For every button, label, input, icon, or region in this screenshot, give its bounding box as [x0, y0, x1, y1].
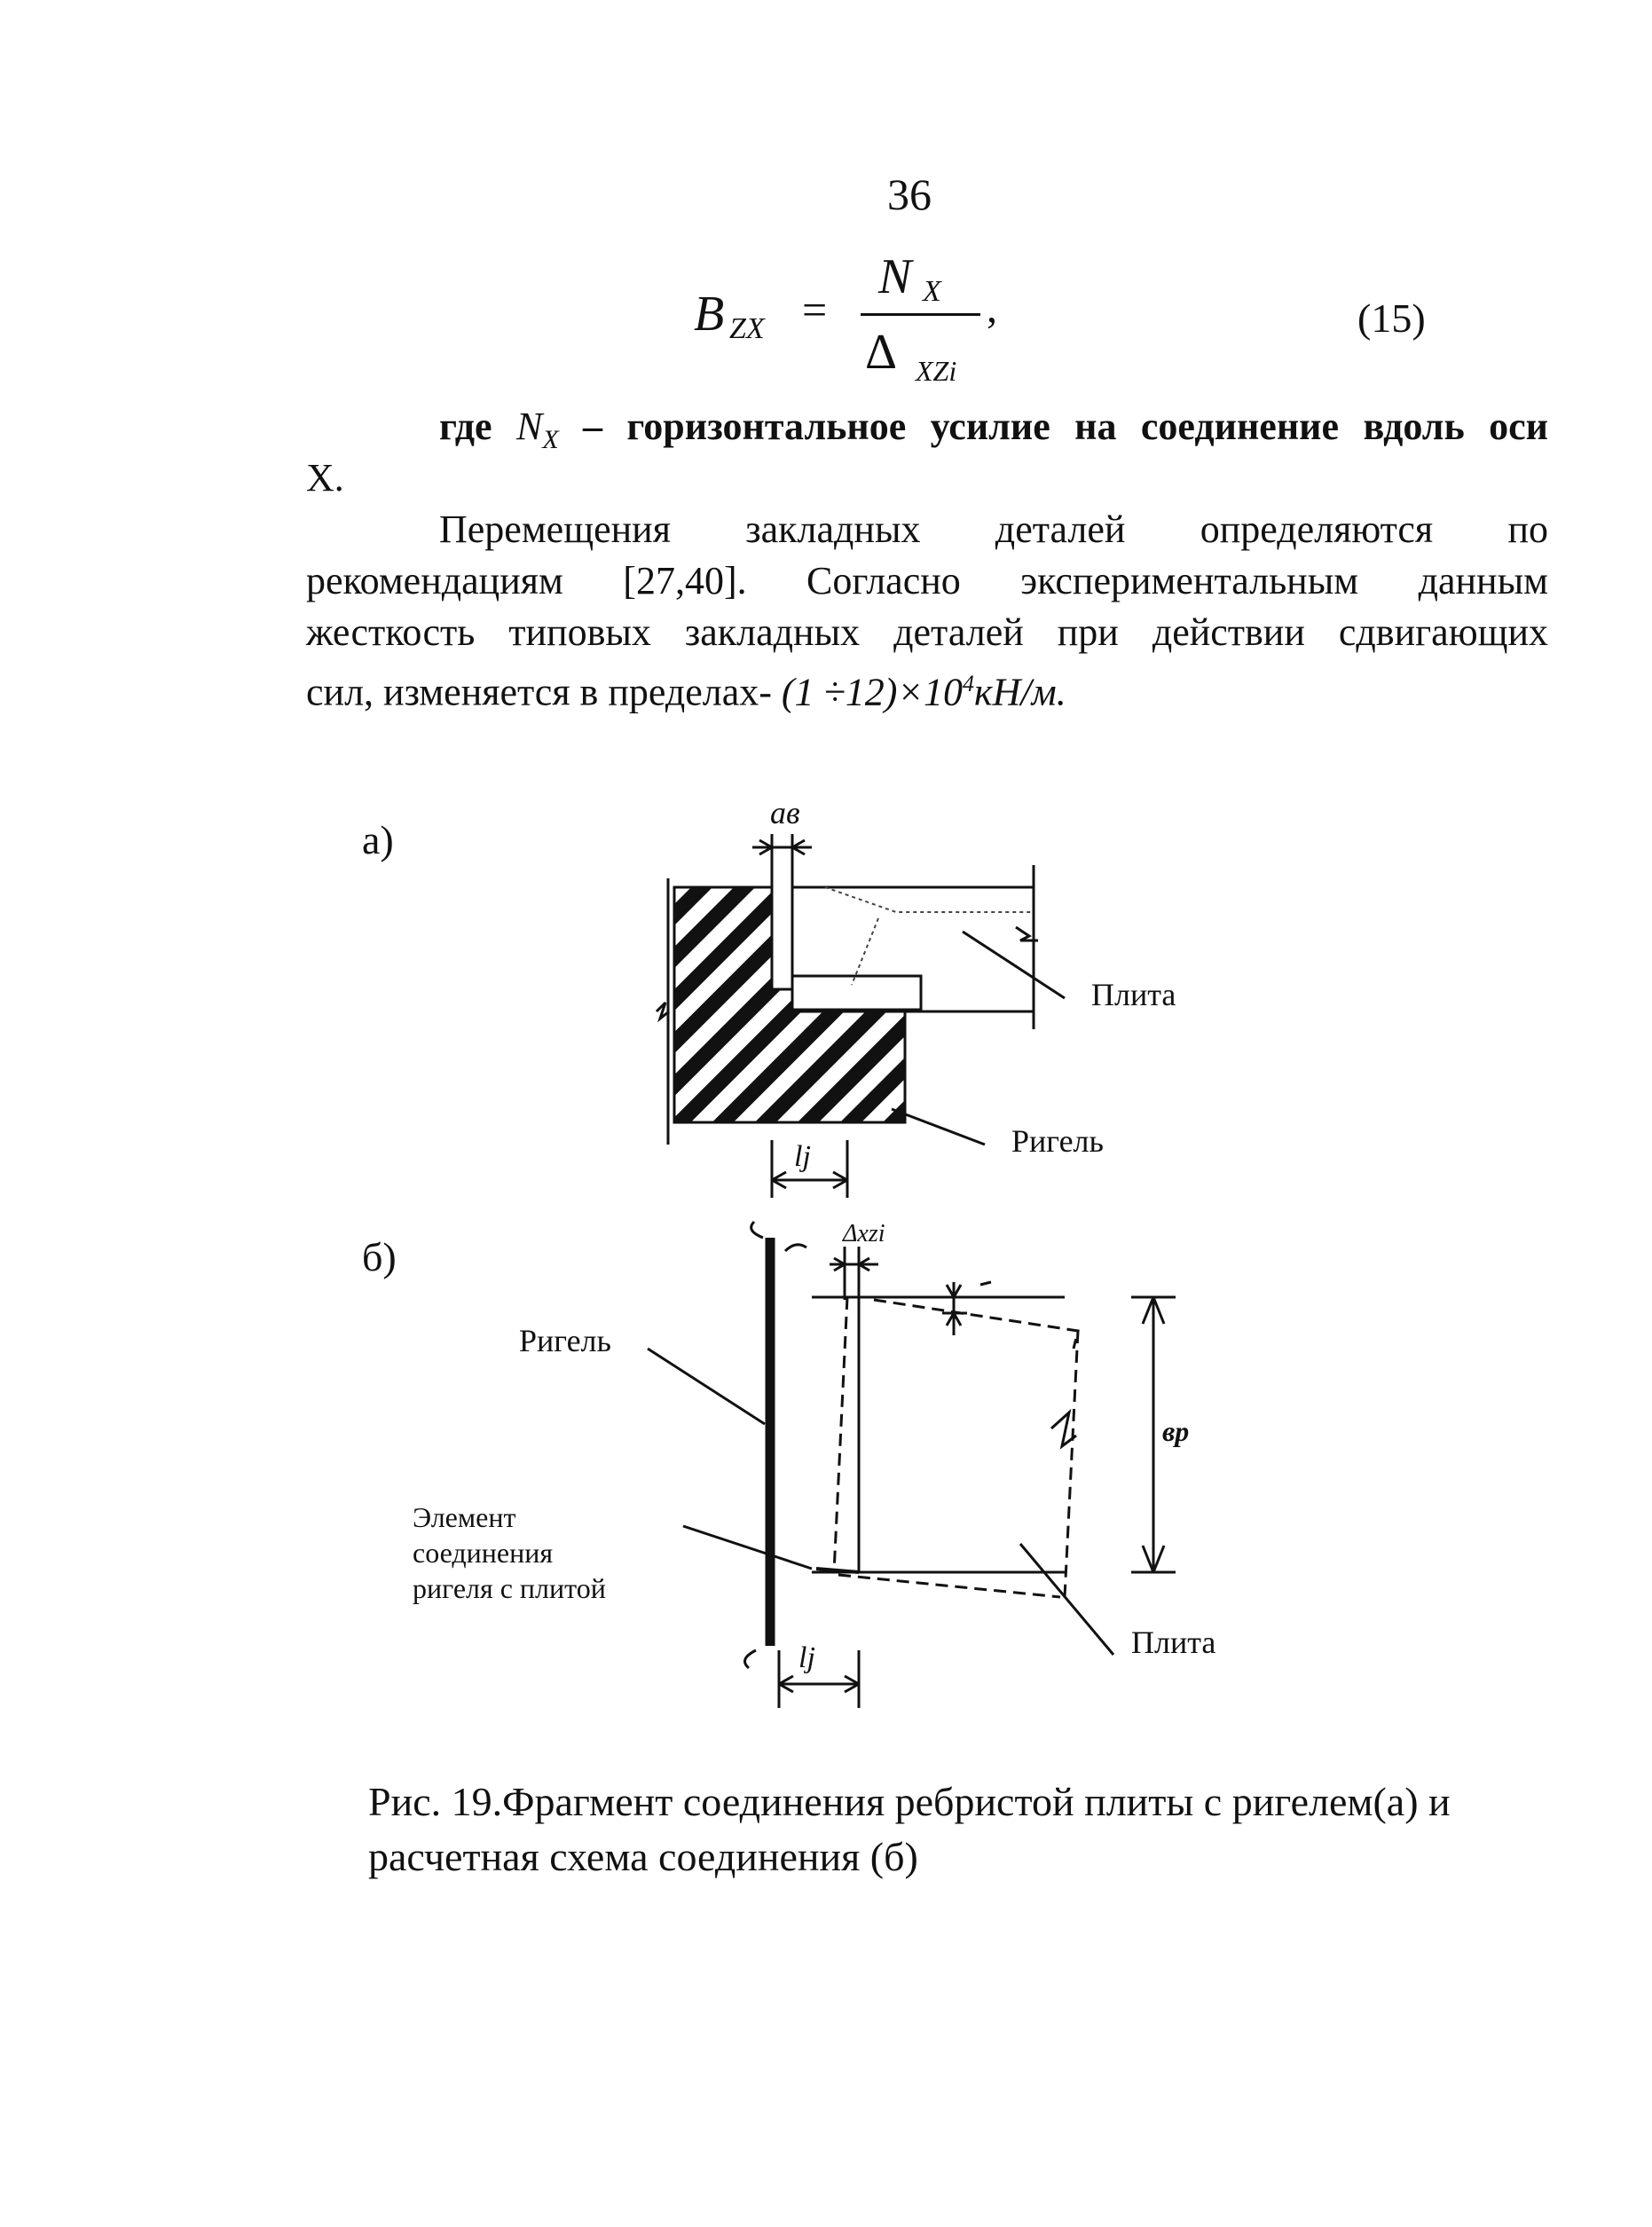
leader-beam-b	[648, 1349, 765, 1424]
paragraph-line-3: жесткость типовых закладных деталей при действии сдвигающих	[306, 610, 1548, 654]
figure-b-label: б)	[362, 1234, 397, 1279]
leader-plate-b	[1020, 1544, 1113, 1655]
formula-lhs-sub: ZX	[729, 312, 765, 345]
dim-disp-label: Δxzi	[843, 1220, 885, 1247]
element-label-b: Элемент соединения ригеля с плитой	[413, 1501, 606, 1604]
figure-a-drawing	[657, 834, 1065, 1198]
paragraph-line-4: сил, изменяется в пределах- $(1 \div 12)\times 10^4кН/м$.	[306, 670, 1066, 714]
caption-line-2: расчетная схема соединения (б)	[368, 1834, 918, 1879]
formula-numerator: N	[878, 249, 912, 304]
dim-len-label-b: lj	[798, 1641, 815, 1674]
paragraph-line-1: Перемещения закладных деталей определяются по	[439, 508, 1548, 551]
caption-line-1: Рис. 19.Фрагмент соединения ребристой плиты с ригелем(а) и	[368, 1779, 1451, 1824]
dim-gap-label: aв	[770, 795, 800, 830]
formula-lhs: B	[694, 287, 725, 342]
leader-element-b	[683, 1526, 812, 1569]
formula-equals: =	[802, 285, 828, 334]
dim-width-label: вp	[1162, 1415, 1190, 1447]
formula-comma: ,	[987, 285, 997, 332]
plate-label-a: Плита	[1091, 977, 1176, 1012]
beam-label-a: Ригель	[1011, 1123, 1104, 1159]
beam-label-b: Ригель	[519, 1323, 611, 1358]
dim-len-label-a: lj	[794, 1140, 811, 1173]
plate-label-b: Плита	[1131, 1625, 1216, 1660]
page-number: 36	[887, 169, 932, 219]
figure-b-drawing	[648, 1222, 1176, 1708]
figure-a-label: а)	[362, 817, 394, 862]
formula-numerator-sub: X	[923, 275, 941, 308]
leader-plate-a	[963, 932, 1065, 998]
symbol-nx: N	[515, 405, 543, 448]
leader-beam-a	[892, 1109, 985, 1145]
formula-denominator: Δ	[865, 325, 898, 380]
equation-number: (15)	[1357, 295, 1426, 341]
where-line: где $N_X$ – горизонтальное усилие на соединение вдоль оси	[439, 405, 1548, 454]
where-tail: X.	[306, 456, 344, 500]
formula-denominator-sub: XZi	[916, 355, 957, 387]
figure-caption	[368, 1775, 1548, 1885]
paragraph-line-2: рекомендациям [27,40]. Согласно экспериментальным данным	[306, 559, 1548, 602]
